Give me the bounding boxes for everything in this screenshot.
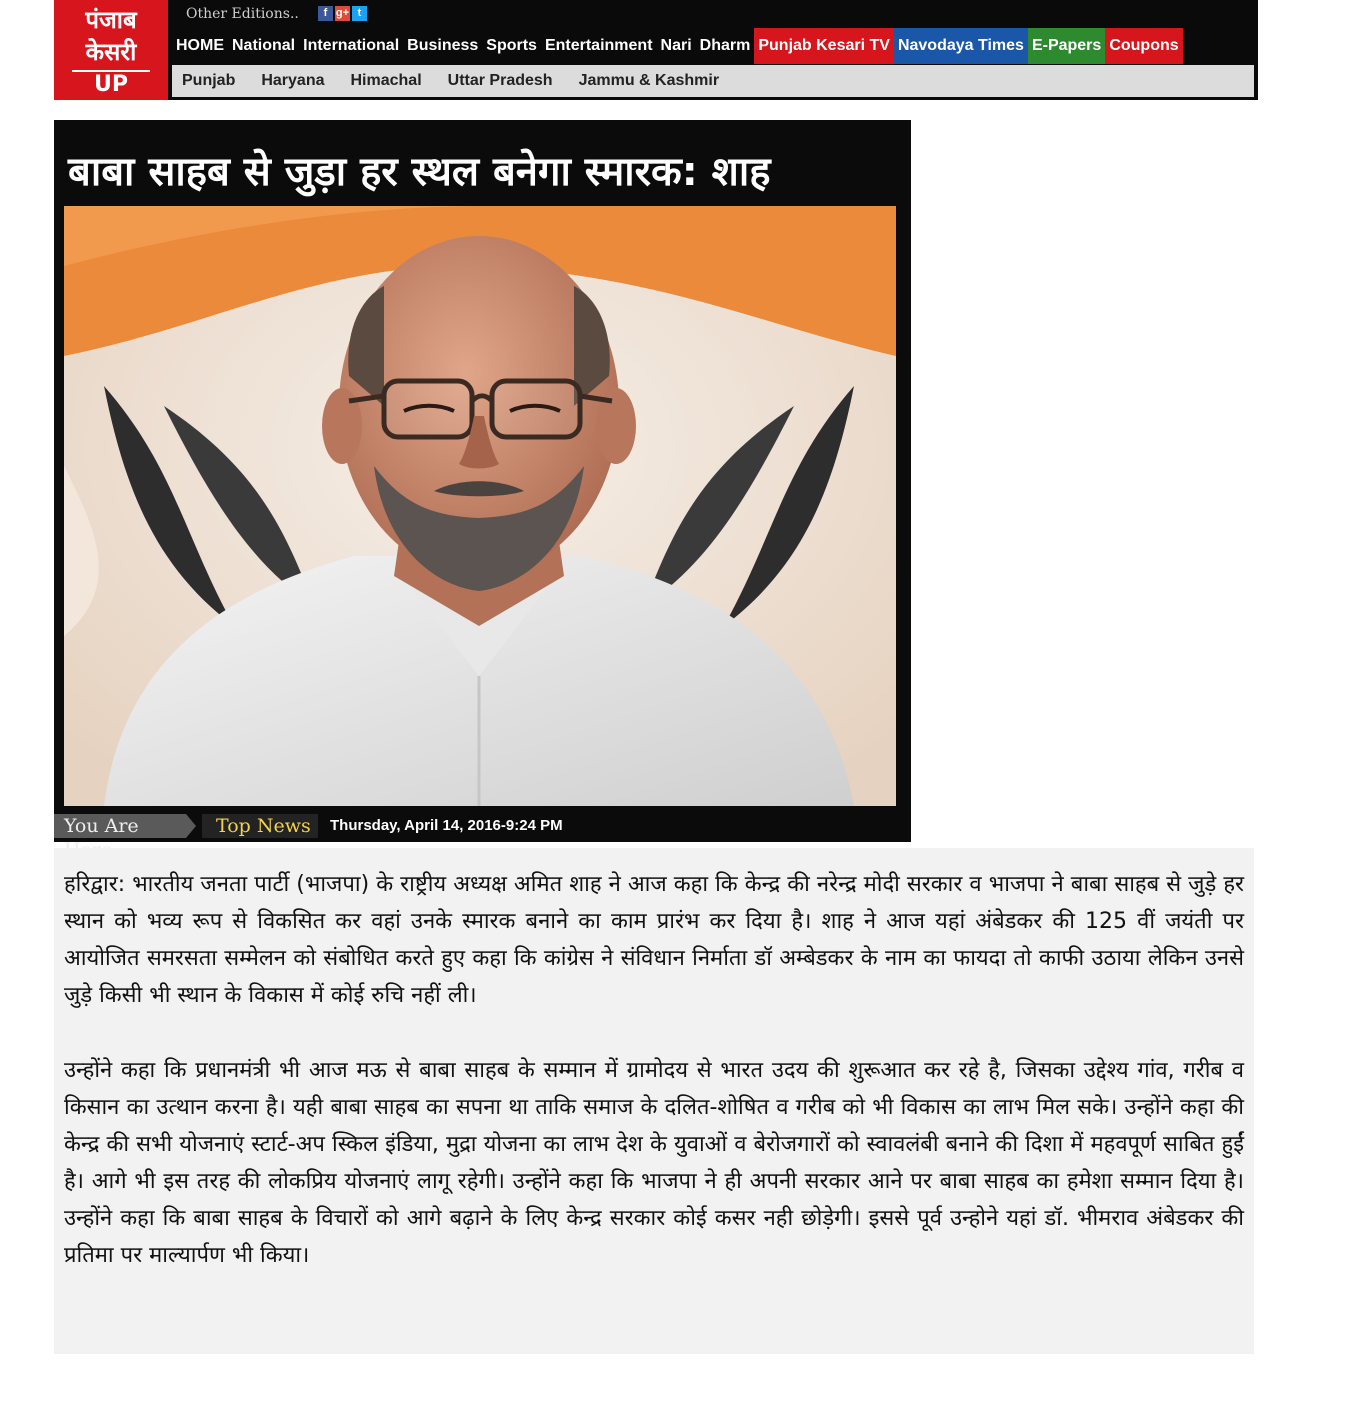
breadcrumb-top-news[interactable]: Top News [202,814,318,838]
breadcrumb [54,814,911,838]
article-paragraph: उन्होंने कहा कि प्रधानमंत्री भी आज मऊ से बाबा साहब के सम्मान में ग्रामोदय से भारत उदय की शुरूआत कर रहे है, जिसका उद्देश्य गांव, गरीब व किसान का उत्थान करना है। यही बाबा साहब का सपना था ताकि समाज के दलित-शोषित व गरीब को भी विकास का लाभ मिल सके। उन्होंने कहा की केन्द्र की सभी योजनाएं स्टार्ट-अप स्किल इंडिया, मुद्रा योजना का लाभ देश के युवाओं व बेरोजगारों को स्वावलंबी बनाने की दिशा में महवपूर्ण साबित हुईं है। आगे भी इस तरह की लोकप्रिय योजनाएं लागू रहेगी। उन्होंने कहा कि भाजपा ने ही अपनी सरकार आने पर बाबा साहब का हमेशा सम्मान दिया है। उन्होंने कहा कि बाबा साहब के विचारों को आगे बढ़ाने के लिए केन्द्र सरकार कोई कसर नही छोड़ेगी। इससे पूर्व उन्होने यहां डॉ. भीमराव अंबेडकर की प्रतिमा पर माल्यार्पण भी किया। [64,1058,1244,1268]
subnav-himachal[interactable]: Himachal [350,72,422,89]
subnav-punjab[interactable]: Punjab [182,72,236,89]
facebook-icon[interactable]: f [318,6,333,21]
article-body [54,848,1254,1354]
main-nav [172,28,1183,64]
other-editions-link[interactable]: Other Editions.. [186,6,299,22]
logo-line-1: पंजाब [85,6,137,34]
nav-e-papers[interactable]: E-Papers [1028,28,1105,64]
portrait-illustration [64,206,896,806]
article-headline: बाबा साहब से जुड़ा हर स्थल बनेगा स्मारक: शाह [68,149,771,195]
logo-line-2: केसरी [85,38,137,66]
twitter-icon[interactable]: t [352,6,367,21]
subnav-uttar-pradesh[interactable]: Uttar Pradesh [447,72,553,89]
nav-entertainment[interactable]: Entertainment [544,37,653,54]
nav-national[interactable]: National [232,37,296,54]
social-links [318,6,367,22]
nav-international[interactable]: International [303,37,400,54]
logo-line-3: UP [94,72,128,97]
nav-punjab-kesari-tv[interactable]: Punjab Kesari TV [754,28,894,64]
article-dateline: Thursday, April 14, 2016-9:24 PM [330,817,563,834]
breadcrumb-you-are-here: You Are [54,814,186,838]
site-logo[interactable] [54,0,168,100]
nav-dharm[interactable]: Dharm [699,37,751,54]
site-header [54,0,1258,100]
article-paragraph: हरिद्वार: भारतीय जनता पार्टी (भाजपा) के राष्ट्रीय अध्यक्ष अमित शाह ने आज कहा कि केन्द्र की नरेन्द्र मोदी सरकार व भाजपा ने बाबा साहब से जुड़े हर स्थान को भव्य रूप से विकसित कर वहां उनके स्मारक बनाने का काम प्रारंभ कर दिया है। शाह ने आज यहां अंबेडकर की 125 वीं जयंती पर आयोजित समरसता सम्मेलन को संबोधित करते हुए कहा कि कांग्रेस ने संविधान निर्माता डॉ अम्बेडकर के नाम का फायदा तो काफी उठाया लेकिन उनसे जुड़े किसी भी स्थान के विकास में कोई रुचि नहीं ली। [64,872,1244,1008]
nav-navodaya-times[interactable]: Navodaya Times [894,28,1028,64]
nav-business[interactable]: Business [407,37,479,54]
nav-nari[interactable]: Nari [660,37,692,54]
sub-nav [172,65,1254,97]
nav-sports[interactable]: Sports [486,37,537,54]
breadcrumb-arrow-icon [186,814,196,838]
article-photo [64,206,896,806]
subnav-haryana[interactable]: Haryana [261,72,325,89]
nav-home[interactable]: HOME [176,37,224,54]
nav-coupons[interactable]: Coupons [1105,28,1182,64]
google-plus-icon[interactable]: g+ [335,7,350,19]
article-header [54,120,911,842]
subnav-jammu-kashmir[interactable]: Jammu & Kashmir [578,72,720,89]
